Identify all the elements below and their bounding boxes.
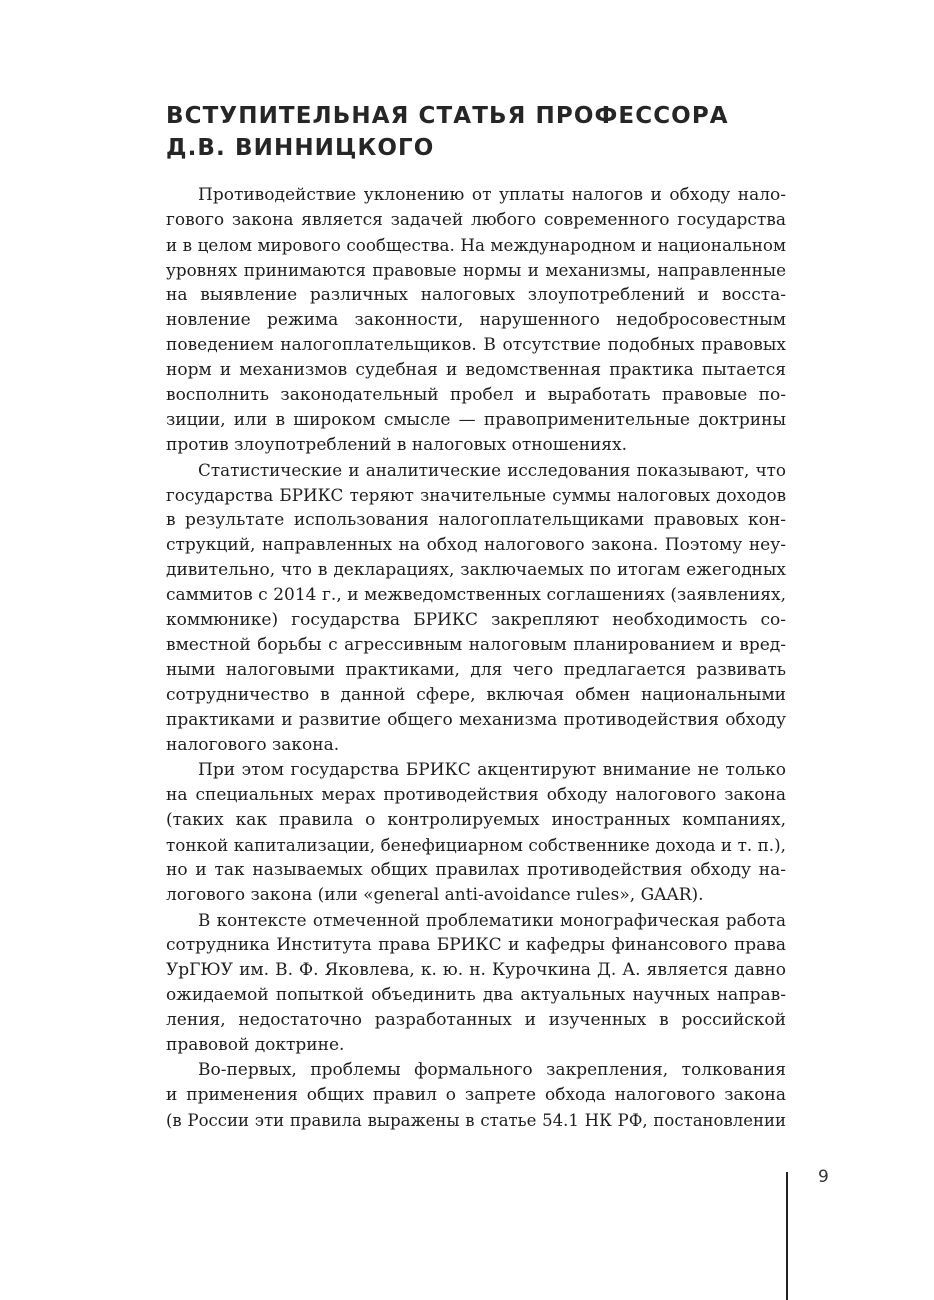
text-line: и в целом мирового сообщества. На международном и национальном <box>166 235 786 255</box>
heading-line-2: Д.В. ВИННИЦКОГО <box>166 135 435 161</box>
text-line: логового закона (или «general anti-avoidance rules», GAAR). <box>166 885 704 905</box>
article-heading <box>166 100 806 164</box>
text-line: зиции, или в широком смысле — правоприменительные доктрины <box>166 410 786 430</box>
text-line: против злоупотреблений в налоговых отношениях. <box>166 435 628 455</box>
text-line: но и так называемых общих правилах противодействия обходу на- <box>166 860 786 880</box>
text-line: на выявление различных налоговых злоупотреблений и восста- <box>166 285 786 305</box>
page-number: 9 <box>818 1167 829 1187</box>
text-line: практиками и развитие общего механизма противодействия обходу <box>166 710 786 730</box>
text-line: УрГЮУ им. В. Ф. Яковлева, к. ю. н. Курочкина Д. А. является давно <box>166 960 786 980</box>
text-line: коммюнике) государства БРИКС закрепляют необходимость со- <box>166 610 786 630</box>
text-line: государства БРИКС теряют значительные суммы налоговых доходов <box>166 485 786 505</box>
text-line: (в России эти правила выражены в статье 54.1 НК РФ, постановлении <box>166 1111 786 1130</box>
text-line: саммитов с 2014 г., и межведомственных соглашениях (заявлениях, <box>166 585 786 605</box>
text-line: восполнить законодательный пробел и выработать правовые по- <box>166 385 786 405</box>
text-line: налогового закона. <box>166 735 340 755</box>
text-line: новление режима законности, нарушенного недобросовестным <box>166 310 786 330</box>
text-line: вместной борьбы с агрессивным налоговым планированием и вред- <box>166 635 786 655</box>
heading-line-1: ВСТУПИТЕЛЬНАЯ СТАТЬЯ ПРОФЕССОРА <box>166 103 729 129</box>
text-line: струкций, направленных на обход налогового закона. Поэтому неу- <box>166 535 786 555</box>
text-line: и применения общих правил о запрете обхода налогового закона <box>166 1085 786 1105</box>
body-text <box>166 183 786 1133</box>
text-line: тонкой капитализации, бенефициарном собственнике дохода и т. п.), <box>166 835 786 855</box>
text-line: сотрудника Института права БРИКС и кафедры финансового права <box>166 935 786 955</box>
text-line: ления, недостаточно разработанных и изученных в российской <box>166 1010 786 1030</box>
text-line: норм и механизмов судебная и ведомственная практика пытается <box>166 360 786 380</box>
text-line: уровнях принимаются правовые нормы и механизмы, направленные <box>166 260 786 280</box>
text-line: ными налоговыми практиками, для чего предлагается развивать <box>166 660 786 680</box>
text-line: В контексте отмеченной проблематики монографическая работа <box>198 910 786 930</box>
text-line: Статистические и аналитические исследования показывают, что <box>198 460 786 480</box>
text-line: на специальных мерах противодействия обходу налогового закона <box>166 785 786 805</box>
text-line: гового закона является задачей любого современного государства <box>166 210 786 230</box>
text-line: При этом государства БРИКС акцентируют внимание не только <box>198 760 786 780</box>
text-line: поведением налогоплательщиков. В отсутствие подобных правовых <box>166 335 786 355</box>
text-line: (таких как правила о контролируемых иностранных компаниях, <box>166 810 786 830</box>
text-line: сотрудничество в данной сфере, включая обмен национальными <box>166 685 786 705</box>
text-line: дивительно, что в декларациях, заключаемых по итогам ежегодных <box>166 560 786 580</box>
text-line: Во-первых, проблемы формального закрепления, толкования <box>198 1060 786 1080</box>
text-line: в результате использования налогоплательщиками правовых кон- <box>166 510 786 530</box>
margin-rule <box>786 1172 788 1300</box>
text-line: Противодействие уклонению от уплаты налогов и обходу нало- <box>198 185 786 205</box>
text-line: правовой доктрине. <box>166 1035 345 1055</box>
text-line: ожидаемой попыткой объединить два актуальных научных направ- <box>166 985 786 1005</box>
